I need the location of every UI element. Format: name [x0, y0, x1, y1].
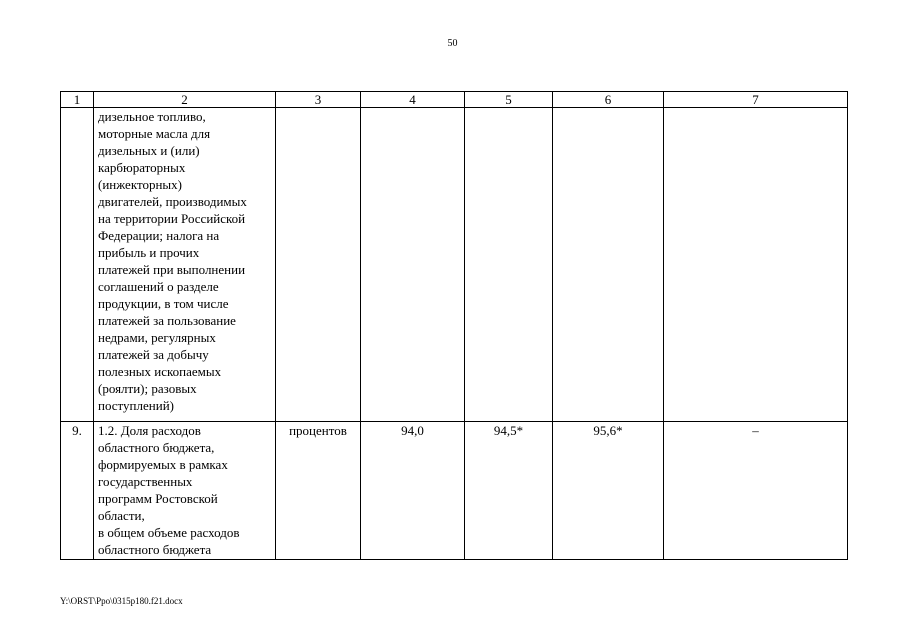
- table-row: [61, 108, 848, 422]
- indicators-table: [60, 91, 848, 560]
- table-row: [61, 422, 848, 560]
- unit-cell: [276, 108, 361, 422]
- value-cell: –: [664, 422, 848, 560]
- value-cell: 94,0: [361, 422, 465, 560]
- table-header-row: [61, 92, 848, 108]
- column-header: 1: [61, 92, 94, 108]
- column-header: 6: [553, 92, 664, 108]
- value-cell: [465, 108, 553, 422]
- column-header: 5: [465, 92, 553, 108]
- column-header: 2: [94, 92, 276, 108]
- row-number-cell: 9.: [61, 422, 94, 560]
- value-cell: [664, 108, 848, 422]
- value-cell: [553, 108, 664, 422]
- page-number: 50: [447, 38, 458, 49]
- column-header: 7: [664, 92, 848, 108]
- value-cell: 95,6*: [553, 422, 664, 560]
- row-number-cell: [61, 108, 94, 422]
- indicator-name-cell: дизельное топливо, моторные масла для дизельных и (или) карбюраторных (инжекторных) двигателей, производимых на территории Российской Федерации; налога на прибыль и прочих платежей при выполнении соглашений о разделе продукции, в том числе платежей за пользование недрами, регулярных платежей за добычу полезных ископаемых (роялти); разовых поступлений): [94, 108, 276, 422]
- indicator-name-cell: 1.2. Доля расходов областного бюджета, формируемых в рамках государственных программ Ростовской области, в общем объеме расходов областного бюджета: [94, 422, 276, 560]
- footer-file-path: Y:\ORST\Ppo\0315p180.f21.docx: [60, 596, 183, 606]
- column-header: 4: [361, 92, 465, 108]
- column-header: 3: [276, 92, 361, 108]
- value-cell: 94,5*: [465, 422, 553, 560]
- unit-cell: процентов: [276, 422, 361, 560]
- value-cell: [361, 108, 465, 422]
